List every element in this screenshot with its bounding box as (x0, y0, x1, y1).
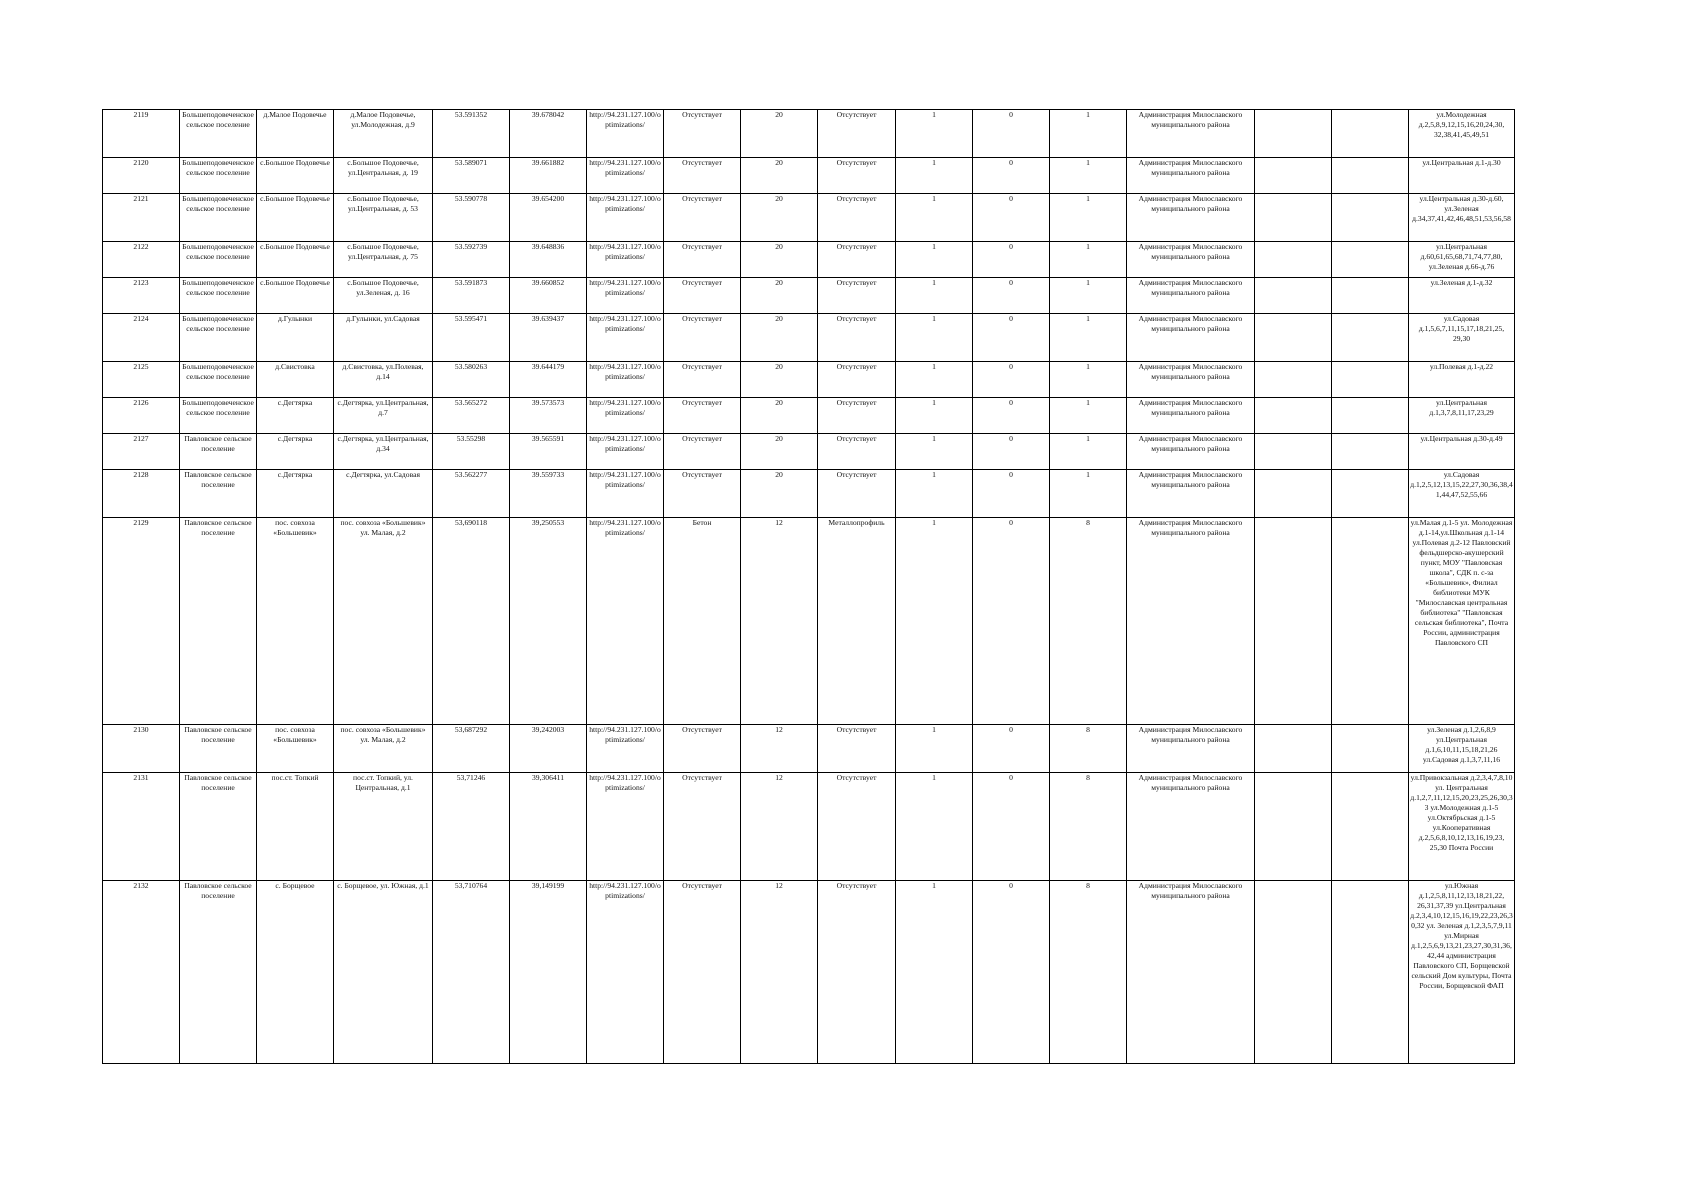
owner-cell: Администрация Милославского муниципального района (1127, 314, 1255, 362)
containers-cell: 1 (896, 194, 973, 242)
locality-cell: с.Большое Подовечье (257, 278, 334, 314)
owner-cell: Администрация Милославского муниципального района (1127, 242, 1255, 278)
latitude-cell: 53.590778 (433, 194, 510, 242)
row-number: 2127 (103, 434, 180, 470)
empty-cell (1255, 314, 1332, 362)
row-number: 2119 (103, 110, 180, 158)
waste-sources-cell: ул.Центральная д.60,61,65,68,71,74,77,80, ул.Зеленая д.66-д.76 (1409, 242, 1515, 278)
count-cell-3: 8 (1050, 725, 1127, 773)
count-cell-3: 8 (1050, 773, 1127, 881)
area-cell: 20 (741, 110, 818, 158)
surface-cell: Отсутствует (664, 110, 741, 158)
surface-cell: Отсутствует (664, 398, 741, 434)
address-cell: с. Борщевое, ул. Южная, д.1 (334, 881, 433, 1064)
waste-sources-cell: ул.Центральная д.30-д.49 (1409, 434, 1515, 470)
locality-cell: с.Большое Подовечье (257, 158, 334, 194)
empty-cell (1255, 725, 1332, 773)
count-cell-2: 0 (973, 194, 1050, 242)
count-cell-3: 1 (1050, 314, 1127, 362)
area-cell: 20 (741, 242, 818, 278)
area-cell: 20 (741, 398, 818, 434)
count-cell-3: 1 (1050, 110, 1127, 158)
count-cell-2: 0 (973, 773, 1050, 881)
latitude-cell: 53.591352 (433, 110, 510, 158)
settlement-cell: Павловское сельское поселение (180, 881, 257, 1064)
link-cell: http://94.231.127.100/optimizations/ (587, 881, 664, 1064)
latitude-cell: 53,71246 (433, 773, 510, 881)
address-cell: д.Свистовка, ул.Полевая, д.14 (334, 362, 433, 398)
table-row (103, 278, 1515, 314)
owner-cell: Администрация Милославского муниципального района (1127, 398, 1255, 434)
address-cell: с.Большое Подовечье, ул.Центральная, д. 53 (334, 194, 433, 242)
locality-cell: с.Большое Подовечье (257, 194, 334, 242)
empty-cell (1255, 242, 1332, 278)
locality-cell: д.Малое Подовечье (257, 110, 334, 158)
empty-cell (1255, 470, 1332, 518)
containers-cell: 1 (896, 278, 973, 314)
owner-cell: Администрация Милославского муниципального района (1127, 362, 1255, 398)
register-table (102, 109, 1515, 1064)
longitude-cell: 39.678042 (510, 110, 587, 158)
settlement-cell: Большеподовеченское сельское поселение (180, 362, 257, 398)
table-row (103, 470, 1515, 518)
containers-cell: 1 (896, 881, 973, 1064)
surface-cell: Отсутствует (664, 773, 741, 881)
count-cell-3: 1 (1050, 194, 1127, 242)
surface-cell: Отсутствует (664, 314, 741, 362)
row-number: 2124 (103, 314, 180, 362)
table-row (103, 434, 1515, 470)
count-cell-3: 1 (1050, 362, 1127, 398)
waste-sources-cell: ул.Центральная д.1,3,7,8,11,17,23,29 (1409, 398, 1515, 434)
longitude-cell: 39.648836 (510, 242, 587, 278)
owner-cell: Администрация Милославского муниципального района (1127, 158, 1255, 194)
latitude-cell: 53,690118 (433, 518, 510, 725)
longitude-cell: 39,250553 (510, 518, 587, 725)
empty-cell (1255, 434, 1332, 470)
waste-sources-cell: ул.Центральная д.30-д.60, ул.Зеленая д.34,37,41,42,46,48,51,53,56,58 (1409, 194, 1515, 242)
locality-cell: пос.ст. Топкий (257, 773, 334, 881)
area-cell: 20 (741, 158, 818, 194)
surface-cell: Отсутствует (664, 434, 741, 470)
locality-cell: пос. совхоза «Большевик» (257, 518, 334, 725)
surface-cell: Отсутствует (664, 158, 741, 194)
fence-cell: Отсутствует (818, 314, 896, 362)
settlement-cell: Большеподовеченское сельское поселение (180, 158, 257, 194)
containers-cell: 1 (896, 398, 973, 434)
row-number: 2131 (103, 773, 180, 881)
area-cell: 20 (741, 470, 818, 518)
surface-cell: Отсутствует (664, 194, 741, 242)
empty-cell (1332, 398, 1409, 434)
row-number: 2125 (103, 362, 180, 398)
area-cell: 20 (741, 278, 818, 314)
empty-cell (1332, 362, 1409, 398)
row-number: 2120 (103, 158, 180, 194)
longitude-cell: 39.654200 (510, 194, 587, 242)
count-cell-2: 0 (973, 470, 1050, 518)
count-cell-2: 0 (973, 158, 1050, 194)
area-cell: 20 (741, 362, 818, 398)
fence-cell: Отсутствует (818, 158, 896, 194)
count-cell-2: 0 (973, 242, 1050, 278)
area-cell: 12 (741, 725, 818, 773)
settlement-cell: Павловское сельское поселение (180, 773, 257, 881)
settlement-cell: Большеподовеченское сельское поселение (180, 194, 257, 242)
empty-cell (1332, 194, 1409, 242)
count-cell-2: 0 (973, 398, 1050, 434)
table-row (103, 314, 1515, 362)
address-cell: с.Большое Подовечье, ул.Зеленая, д. 16 (334, 278, 433, 314)
latitude-cell: 53.592739 (433, 242, 510, 278)
containers-cell: 1 (896, 314, 973, 362)
settlement-cell: Большеподовеченское сельское поселение (180, 110, 257, 158)
longitude-cell: 39.660852 (510, 278, 587, 314)
surface-cell: Отсутствует (664, 362, 741, 398)
count-cell-2: 0 (973, 314, 1050, 362)
latitude-cell: 53.562277 (433, 470, 510, 518)
waste-sources-cell: ул.Южная д.1,2,5,8,11,12,13,18,21,22, 26,31,37,39 ул.Центральная д.2,3,4,10,12,15,16,19,22,23,26,30,32 ул. Зеленая д.1,2,3,5,7,9,11 ул.Мирная д.1,2,5,6,9,13,21,23,27,30,31,36,42,44 администрация Павловского СП, Борщевской сельский Дом культуры, Почта России, Борщевской ФАП (1409, 881, 1515, 1064)
address-cell: д.Малое Подовечье, ул.Молодежная, д.9 (334, 110, 433, 158)
surface-cell: Отсутствует (664, 278, 741, 314)
empty-cell (1332, 518, 1409, 725)
settlement-cell: Большеподовеченское сельское поселение (180, 398, 257, 434)
empty-cell (1332, 110, 1409, 158)
containers-cell: 1 (896, 110, 973, 158)
containers-cell: 1 (896, 362, 973, 398)
empty-cell (1255, 518, 1332, 725)
surface-cell: Отсутствует (664, 725, 741, 773)
longitude-cell: 39,306411 (510, 773, 587, 881)
latitude-cell: 53.591873 (433, 278, 510, 314)
containers-cell: 1 (896, 242, 973, 278)
owner-cell: Администрация Милославского муниципального района (1127, 725, 1255, 773)
locality-cell: с.Дегтярка (257, 398, 334, 434)
longitude-cell: 39,242003 (510, 725, 587, 773)
containers-cell: 1 (896, 434, 973, 470)
link-cell: http://94.231.127.100/optimizations/ (587, 725, 664, 773)
locality-cell: с.Дегтярка (257, 434, 334, 470)
locality-cell: с.Дегтярка (257, 470, 334, 518)
empty-cell (1255, 398, 1332, 434)
count-cell-2: 0 (973, 881, 1050, 1064)
waste-sources-cell: ул.Малая д.1-5 ул. Молодежная д.1-14,ул.Школьная д.1-14 ул.Полевая д.2-12 Павловский фельдшерско-акушерский пункт, МОУ "Павловская школа", СДК п. с-за «Большевик», Филиал библиотеки МУК "Милославская центральная библиотека" "Павловская сельская библиотека", Почта России, администрация Павловского СП (1409, 518, 1515, 725)
row-number: 2123 (103, 278, 180, 314)
table-row (103, 362, 1515, 398)
row-number: 2126 (103, 398, 180, 434)
empty-cell (1332, 434, 1409, 470)
owner-cell: Администрация Милославского муниципального района (1127, 434, 1255, 470)
count-cell-3: 1 (1050, 470, 1127, 518)
containers-cell: 1 (896, 725, 973, 773)
longitude-cell: 39,149199 (510, 881, 587, 1064)
latitude-cell: 53.55298 (433, 434, 510, 470)
containers-cell: 1 (896, 518, 973, 725)
empty-cell (1255, 881, 1332, 1064)
address-cell: пос. совхоза «Большевик» ул. Малая, д.2 (334, 518, 433, 725)
latitude-cell: 53.589071 (433, 158, 510, 194)
surface-cell: Отсутствует (664, 881, 741, 1064)
table-row (103, 725, 1515, 773)
count-cell-2: 0 (973, 362, 1050, 398)
owner-cell: Администрация Милославского муниципального района (1127, 518, 1255, 725)
table-row (103, 110, 1515, 158)
locality-cell: пос. совхоза «Большевик» (257, 725, 334, 773)
count-cell-3: 1 (1050, 158, 1127, 194)
longitude-cell: 39.639437 (510, 314, 587, 362)
settlement-cell: Павловское сельское поселение (180, 434, 257, 470)
longitude-cell: 39.565591 (510, 434, 587, 470)
latitude-cell: 53.595471 (433, 314, 510, 362)
longitude-cell: 39.661882 (510, 158, 587, 194)
owner-cell: Администрация Милославского муниципального района (1127, 881, 1255, 1064)
link-cell: http://94.231.127.100/optimizations/ (587, 194, 664, 242)
fence-cell: Отсутствует (818, 725, 896, 773)
waste-sources-cell: ул.Центральная д.1-д.30 (1409, 158, 1515, 194)
empty-cell (1255, 773, 1332, 881)
address-cell: с.Дегтярка, ул.Центральная, д.7 (334, 398, 433, 434)
table-row (103, 398, 1515, 434)
owner-cell: Администрация Милославского муниципального района (1127, 110, 1255, 158)
empty-cell (1332, 314, 1409, 362)
longitude-cell: 39.573573 (510, 398, 587, 434)
fence-cell: Отсутствует (818, 434, 896, 470)
waste-sources-cell: ул.Садовая д.1,5,6,7,11,15,17,18,21,25, 29,30 (1409, 314, 1515, 362)
empty-cell (1332, 278, 1409, 314)
latitude-cell: 53,687292 (433, 725, 510, 773)
settlement-cell: Большеподовеченское сельское поселение (180, 242, 257, 278)
row-number: 2132 (103, 881, 180, 1064)
table-row (103, 242, 1515, 278)
latitude-cell: 53,710764 (433, 881, 510, 1064)
link-cell: http://94.231.127.100/optimizations/ (587, 278, 664, 314)
count-cell-3: 1 (1050, 278, 1127, 314)
fence-cell: Отсутствует (818, 110, 896, 158)
latitude-cell: 53.565272 (433, 398, 510, 434)
empty-cell (1332, 242, 1409, 278)
area-cell: 20 (741, 434, 818, 470)
area-cell: 20 (741, 314, 818, 362)
area-cell: 12 (741, 881, 818, 1064)
locality-cell: д.Свистовка (257, 362, 334, 398)
count-cell-2: 0 (973, 518, 1050, 725)
empty-cell (1332, 470, 1409, 518)
empty-cell (1255, 362, 1332, 398)
count-cell-2: 0 (973, 110, 1050, 158)
table-row (103, 518, 1515, 725)
row-number: 2121 (103, 194, 180, 242)
fence-cell: Металлопрофиль (818, 518, 896, 725)
settlement-cell: Павловское сельское поселение (180, 470, 257, 518)
fence-cell: Отсутствует (818, 470, 896, 518)
empty-cell (1255, 110, 1332, 158)
link-cell: http://94.231.127.100/optimizations/ (587, 773, 664, 881)
owner-cell: Администрация Милославского муниципального района (1127, 194, 1255, 242)
table-row (103, 773, 1515, 881)
row-number: 2129 (103, 518, 180, 725)
link-cell: http://94.231.127.100/optimizations/ (587, 398, 664, 434)
count-cell-3: 8 (1050, 881, 1127, 1064)
link-cell: http://94.231.127.100/optimizations/ (587, 362, 664, 398)
waste-sources-cell: ул.Молодежная д.2,5,8,9,12,15,16,20,24,30, 32,38,41,45,49,51 (1409, 110, 1515, 158)
surface-cell: Отсутствует (664, 242, 741, 278)
row-number: 2130 (103, 725, 180, 773)
address-cell: с.Большое Подовечье, ул.Центральная, д. 19 (334, 158, 433, 194)
count-cell-3: 1 (1050, 398, 1127, 434)
count-cell-2: 0 (973, 725, 1050, 773)
longitude-cell: 39.559733 (510, 470, 587, 518)
table-row (103, 881, 1515, 1064)
settlement-cell: Большеподовеченское сельское поселение (180, 278, 257, 314)
containers-cell: 1 (896, 773, 973, 881)
empty-cell (1255, 278, 1332, 314)
address-cell: д.Гулынки, ул.Садовая (334, 314, 433, 362)
empty-cell (1332, 773, 1409, 881)
owner-cell: Администрация Милославского муниципального района (1127, 278, 1255, 314)
link-cell: http://94.231.127.100/optimizations/ (587, 470, 664, 518)
waste-sources-cell: ул.Садовая д.1,2,5,12,13,15,22,27,30,36,38,41,44,47,52,55,66 (1409, 470, 1515, 518)
empty-cell (1332, 158, 1409, 194)
area-cell: 20 (741, 194, 818, 242)
fence-cell: Отсутствует (818, 881, 896, 1064)
containers-cell: 1 (896, 470, 973, 518)
surface-cell: Отсутствует (664, 470, 741, 518)
empty-cell (1255, 194, 1332, 242)
waste-sources-cell: ул.Зеленая д.1-д.32 (1409, 278, 1515, 314)
address-cell: с.Дегтярка, ул.Садовая (334, 470, 433, 518)
longitude-cell: 39.644179 (510, 362, 587, 398)
containers-cell: 1 (896, 158, 973, 194)
fence-cell: Отсутствует (818, 362, 896, 398)
latitude-cell: 53.580263 (433, 362, 510, 398)
waste-sources-cell: ул.Зеленая д.1,2,6,8,9 ул.Центральная д.1,6,10,11,15,18,21,26 ул.Садовая д.1,3,7,11,16 (1409, 725, 1515, 773)
empty-cell (1255, 158, 1332, 194)
table-row (103, 158, 1515, 194)
fence-cell: Отсутствует (818, 278, 896, 314)
count-cell-3: 1 (1050, 242, 1127, 278)
count-cell-3: 1 (1050, 434, 1127, 470)
area-cell: 12 (741, 518, 818, 725)
area-cell: 12 (741, 773, 818, 881)
settlement-cell: Павловское сельское поселение (180, 518, 257, 725)
fence-cell: Отсутствует (818, 773, 896, 881)
address-cell: с.Большое Подовечье, ул.Центральная, д. 75 (334, 242, 433, 278)
address-cell: пос. совхоза «Большевик» ул. Малая, д.2 (334, 725, 433, 773)
link-cell: http://94.231.127.100/optimizations/ (587, 158, 664, 194)
settlement-cell: Павловское сельское поселение (180, 725, 257, 773)
empty-cell (1332, 725, 1409, 773)
row-number: 2128 (103, 470, 180, 518)
empty-cell (1332, 881, 1409, 1064)
link-cell: http://94.231.127.100/optimizations/ (587, 518, 664, 725)
owner-cell: Администрация Милославского муниципального района (1127, 773, 1255, 881)
surface-cell: Бетон (664, 518, 741, 725)
link-cell: http://94.231.127.100/optimizations/ (587, 434, 664, 470)
count-cell-2: 0 (973, 278, 1050, 314)
waste-sources-cell: ул.Полевая д.1-д.22 (1409, 362, 1515, 398)
locality-cell: с. Борщевое (257, 881, 334, 1064)
locality-cell: с.Большое Подовечье (257, 242, 334, 278)
fence-cell: Отсутствует (818, 194, 896, 242)
table-row (103, 194, 1515, 242)
waste-sources-cell: ул.Привокзальная д.2,3,4,7,8,10 ул. Центральная д.1,2,7,11,12,15,20,23,25,26,30,33 ул.Молодежная д.1-5 ул.Октябрьская д.1-5 ул.Кооперативная д.2,5,6,8,10,12,13,16,19,23, 25,30 Почта России (1409, 773, 1515, 881)
address-cell: пос.ст. Топкий, ул. Центральная, д.1 (334, 773, 433, 881)
fence-cell: Отсутствует (818, 242, 896, 278)
count-cell-2: 0 (973, 434, 1050, 470)
locality-cell: д.Гулынки (257, 314, 334, 362)
row-number: 2122 (103, 242, 180, 278)
fence-cell: Отсутствует (818, 398, 896, 434)
link-cell: http://94.231.127.100/optimizations/ (587, 314, 664, 362)
address-cell: с.Дегтярка, ул.Центральная, д.34 (334, 434, 433, 470)
count-cell-3: 8 (1050, 518, 1127, 725)
link-cell: http://94.231.127.100/optimizations/ (587, 110, 664, 158)
link-cell: http://94.231.127.100/optimizations/ (587, 242, 664, 278)
owner-cell: Администрация Милославского муниципального района (1127, 470, 1255, 518)
settlement-cell: Большеподовеченское сельское поселение (180, 314, 257, 362)
